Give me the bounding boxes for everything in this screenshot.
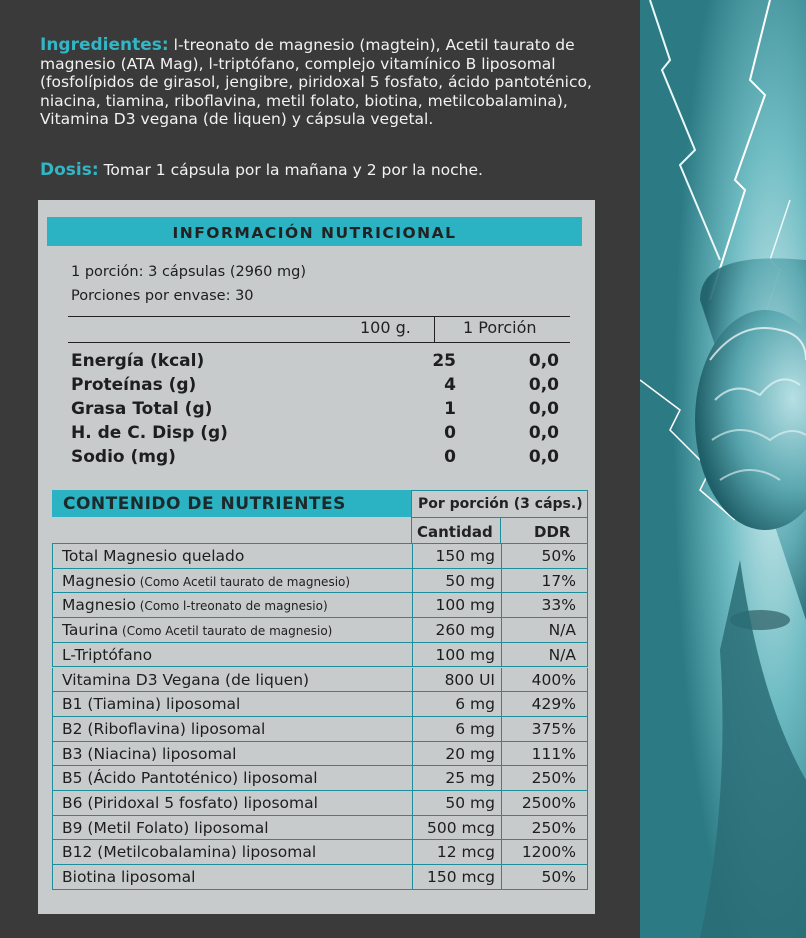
nutrition-row-portion: 0,0 [528, 399, 559, 419]
nutrient-qty-cell [412, 569, 501, 593]
nutrition-row [71, 399, 576, 423]
nutrient-name [62, 596, 328, 614]
nutrients-title-banner [52, 490, 412, 517]
nutrient-name-text: B6 (Piridoxal 5 fosfato) liposomal [62, 794, 318, 812]
nutrition-row-name: Grasa Total (g) [71, 399, 213, 419]
nutrient-qty-cell [412, 593, 501, 617]
nutrient-ddr-cell [501, 840, 587, 864]
nutrient-qty: 6 mg [455, 719, 495, 738]
nutrient-qty-cell [412, 643, 501, 667]
nutrient-name-text: Taurina [62, 621, 119, 640]
nutrient-ddr-cell [501, 816, 587, 840]
nutrient-ddr-cell [501, 668, 587, 692]
nutrition-row [71, 375, 576, 399]
nutrient-ddr-cell [501, 618, 587, 642]
nutrient-name [62, 695, 240, 713]
nutrient-name [62, 843, 316, 861]
nutrient-source-note: (Como l-treonato de magnesio) [135, 599, 328, 614]
nutrient-ddr-cell [501, 643, 587, 667]
nutrient-name-text: Biotina liposomal [62, 868, 196, 887]
nutrient-ddr-cell [501, 766, 587, 790]
nutrient-source-note: (Como Acetil taurato de magnesio) [118, 624, 333, 639]
nutrition-row-name: Proteínas (g) [71, 375, 197, 395]
nutrient-ddr: 250% [531, 818, 576, 837]
nutrient-ddr-cell [501, 593, 587, 617]
nutrient-ddr: 400% [531, 670, 576, 689]
nutrient-name [62, 720, 265, 738]
nutrient-name-text: B12 (Metilcobalamina) liposomal [62, 843, 317, 862]
nutrient-row [52, 692, 588, 717]
per-portion-header: Por porción (3 cáps.) [418, 496, 583, 512]
nutrient-name [62, 819, 269, 837]
nutrient-row [52, 717, 588, 742]
dosis-paragraph [40, 160, 620, 180]
nutrition-row [71, 423, 576, 447]
nutrient-qty-cell [412, 717, 501, 741]
nutrient-ddr: 17% [541, 571, 576, 590]
nutrient-name-text: Magnesio [62, 571, 136, 590]
nutrient-ddr: 250% [531, 769, 576, 788]
table-rule-top [68, 316, 570, 317]
dosis-text: Tomar 1 cápsula por la mañana y 2 por la noche. [103, 161, 483, 179]
nutrient-qty: 6 mg [455, 695, 495, 714]
nutrient-ddr-cell [501, 569, 587, 593]
nutrient-row [52, 791, 588, 816]
nutrients-title: CONTENIDO DE NUTRIENTES [63, 494, 346, 514]
nutrient-ddr-cell [501, 544, 587, 568]
nutrient-qty-cell [412, 816, 501, 840]
nutrient-name-text: Vitamina D3 Vegana (de liquen) [62, 670, 310, 689]
nutrient-qty: 150 mg [435, 547, 495, 565]
column-separator [434, 316, 435, 343]
nutrient-name-text: Magnesio [62, 596, 136, 615]
nutrition-row-portion: 0,0 [528, 423, 559, 443]
nutrition-row [71, 447, 576, 471]
col-portion-header: 1 Porción [463, 318, 537, 337]
nutrient-row [52, 643, 588, 668]
nutrient-ddr: 111% [531, 744, 576, 763]
nutrient-qty-cell [412, 618, 501, 642]
nutrient-qty: 25 mg [445, 769, 495, 788]
nutrition-row-name: H. de C. Disp (g) [71, 423, 228, 443]
ingredients-label: Ingredientes: [40, 35, 169, 55]
nutrient-ddr-cell [501, 865, 587, 889]
nutrition-row [71, 351, 576, 375]
nutrient-qty: 500 mcg [427, 818, 495, 837]
nutrient-qty-cell [412, 766, 501, 790]
nutrient-name [62, 572, 350, 590]
nutrition-panel [38, 200, 595, 914]
nutrient-row [52, 544, 588, 569]
nutrient-row [52, 593, 588, 618]
nutrient-name [62, 745, 236, 763]
nutrition-row-portion: 0,0 [528, 375, 559, 395]
nutrient-row [52, 766, 588, 791]
nutrient-row [52, 569, 588, 594]
nutrient-name-text: B9 (Metil Folato) liposomal [62, 818, 269, 837]
nutrient-name [62, 671, 309, 689]
nutrition-title-banner [47, 217, 582, 246]
nutrient-name-text: Total Magnesio quelado [62, 547, 245, 565]
nutrition-row-name: Sodio (mg) [71, 447, 176, 467]
nutrient-ddr: 375% [531, 719, 576, 738]
nutrient-name [62, 621, 332, 639]
table-rule-bottom [68, 342, 570, 343]
serving-size: 1 porción: 3 cápsulas (2960 mg) [71, 264, 306, 280]
nutrient-name [62, 646, 152, 664]
nutrition-row-per100: 25 [432, 351, 456, 371]
brain-illustration [640, 0, 806, 938]
nutrient-ddr: 33% [541, 596, 576, 615]
nutrient-qty-cell [412, 692, 501, 716]
nutrient-name-text: B2 (Riboflavina) liposomal [62, 719, 266, 738]
nutrient-qty: 50 mg [445, 571, 495, 590]
nutrient-name-text: B3 (Niacina) liposomal [62, 744, 237, 763]
qty-header: Cantidad [417, 523, 493, 541]
nutrient-name [62, 794, 318, 812]
nutrient-qty-cell [412, 742, 501, 766]
nutrient-ddr-cell [501, 692, 587, 716]
nutrient-name [62, 868, 195, 886]
nutrient-qty-cell [412, 791, 501, 815]
nutrition-row-per100: 4 [444, 375, 456, 395]
nutrient-row [52, 742, 588, 767]
ingredients-text: l-treonato de magnesio (magtein), Acetil taurato de magnesio (ATA Mag), l-triptófano, complejo vitamínico B liposomal (fosfolípidos de girasol, jengibre, piridoxal 5 fosfato, ácido pantoténico, niacina, tiamina, riboflavina, metil folato, biotina, metilcobalamina), Vitamina D3 vegana (de liquen) y cápsula vegetal. [40, 36, 592, 128]
nutrient-qty: 12 mcg [436, 843, 495, 862]
nutrition-row-portion: 0,0 [528, 351, 559, 371]
nutrient-row [52, 840, 588, 865]
nutrient-name-text: B1 (Tiamina) liposomal [62, 695, 241, 714]
nutrition-row-per100: 0 [444, 423, 456, 443]
nutrient-row [52, 668, 588, 693]
nutrient-ddr: N/A [548, 621, 576, 640]
nutrient-qty: 100 mg [435, 596, 495, 615]
nutrition-row-name: Energía (kcal) [71, 351, 205, 371]
nutrient-ddr: 429% [531, 695, 576, 714]
nutrient-ddr: 50% [541, 868, 576, 887]
nutrient-row [52, 816, 588, 841]
nutrient-qty: 20 mg [445, 744, 495, 763]
nutrition-row-portion: 0,0 [528, 447, 559, 467]
nutrient-qty: 100 mg [435, 645, 495, 664]
nutrient-qty: 50 mg [445, 794, 495, 812]
nutrient-qty-cell [412, 865, 501, 889]
brain-head-image [640, 0, 806, 938]
nutrient-ddr: 2500% [521, 794, 576, 812]
nutrient-ddr: N/A [548, 645, 576, 664]
nutrient-name [62, 769, 318, 787]
dosis-label: Dosis: [40, 160, 99, 180]
nutrient-name-text: L-Triptófano [62, 645, 153, 664]
ingredients-paragraph [40, 36, 600, 129]
nutrient-qty: 260 mg [435, 621, 495, 640]
nutrient-qty: 800 UI [444, 670, 495, 689]
col-100g-header: 100 g. [360, 318, 411, 337]
nutrition-row-per100: 0 [444, 447, 456, 467]
nutrient-row [52, 865, 588, 890]
nutrient-ddr-cell [501, 742, 587, 766]
nutrient-ddr-cell [501, 791, 587, 815]
nutrient-qty-cell [412, 544, 501, 568]
nutrient-name [62, 547, 244, 565]
nutrient-name-text: B5 (Ácido Pantoténico) liposomal [62, 769, 318, 788]
nutrient-source-note: (Como Acetil taurato de magnesio) [135, 574, 351, 589]
nutrient-qty-cell [412, 668, 501, 692]
nutrient-ddr-cell [501, 717, 587, 741]
nutrition-row-per100: 1 [444, 399, 456, 419]
nutrient-qty-cell [412, 840, 501, 864]
nutrient-ddr: 50% [541, 547, 576, 565]
nutrient-ddr: 1200% [521, 843, 576, 862]
ddr-header: DDR [534, 523, 571, 541]
nutrition-title: INFORMACIÓN NUTRICIONAL [172, 224, 457, 242]
nutrient-qty: 150 mcg [427, 868, 495, 887]
servings-per-container: Porciones por envase: 30 [71, 288, 254, 304]
nutrient-row [52, 618, 588, 643]
